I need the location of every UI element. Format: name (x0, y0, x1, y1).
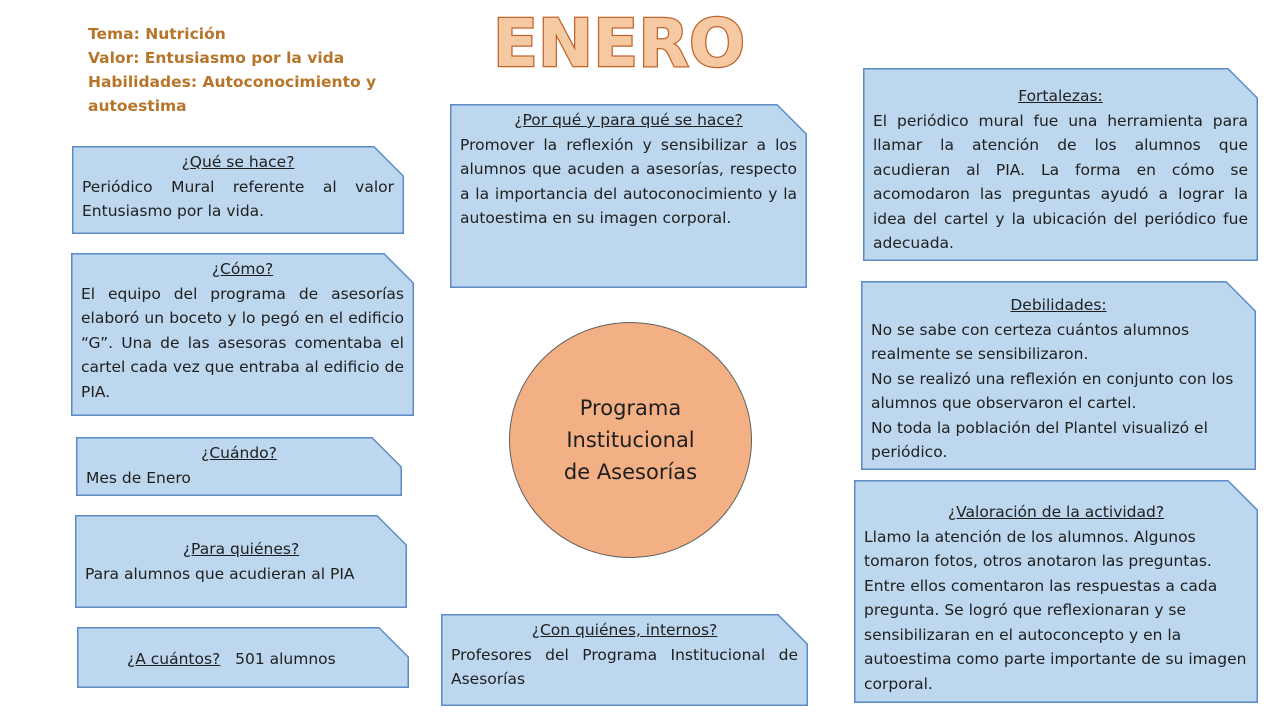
debilidad-item: No se sabe con certeza cuántos alumnos realmente se sensibilizaron. (871, 320, 1190, 363)
card-heading: ¿Con quiénes, internos? (531, 621, 718, 639)
card-con-quienes (441, 614, 808, 706)
card-heading: ¿A cuántos? (127, 650, 221, 668)
card-heading: ¿Valoración de la actividad? (947, 503, 1165, 521)
center-label: Programa Institucional de Asesorías (563, 396, 698, 484)
card-fortalezas (863, 68, 1258, 261)
card-a-cuantos (77, 627, 409, 688)
header-valor: Valor: Entusiasmo por la vida (88, 49, 345, 67)
card-cuando (76, 437, 402, 496)
debilidad-item: No se realizó una reflexión en conjunto con los alumnos que observaron el cartel. (871, 369, 1234, 412)
card-body: Para alumnos que acudieran al PIA (85, 564, 355, 583)
card-heading: ¿Qué se hace? (181, 153, 295, 171)
card-body: El equipo del programa de asesorías elaboró un boceto y lo pegó en el edificio “G”. Una de las asesoras comentaba el cartel cada vez que entraba al edificio de PIA. (81, 284, 404, 401)
card-body: El periódico mural fue una herramienta para llamar la atención de los alumnos que acudieran al PIA. La forma en cómo se acomodaron las preguntas ayudó a lograr la idea del cartel y la ubicación del periódico fue adecuada. (873, 111, 1248, 252)
debilidad-item: No toda la población del Plantel visualizó el periódico. (871, 418, 1208, 461)
card-heading: ¿Cuándo? (201, 444, 277, 462)
card-que-se-hace (72, 146, 404, 234)
card-body: Llamo la atención de los alumnos. Algunos tomaron fotos, otros anotaron las preguntas. Entre ellos comentaron las respuestas a cada pregunta. Se logró que reflexionaran y se sensibilizaran en el autoconcepto y en la autoestima como parte importante de su imagen corporal. (864, 527, 1247, 693)
card-heading: ¿Por qué y para qué se hace? (514, 111, 743, 129)
header-habilidades: Habilidades: Autoconocimiento y autoestima (88, 73, 377, 115)
card-heading: Debilidades: (1010, 296, 1107, 314)
card-body: Profesores del Programa Institucional de Asesorías (451, 645, 798, 688)
card-body: Mes de Enero (86, 468, 191, 487)
card-body: Promover la reflexión y sensibilizar a los alumnos que acuden a asesorías, respecto a la importancia del autoconocimiento y la autoestima en su imagen corporal. (460, 135, 797, 227)
card-heading: ¿Cómo? (211, 260, 274, 278)
center-circle (509, 322, 752, 558)
header-block (88, 22, 388, 118)
title-enero (492, 5, 746, 82)
card-body: 501 alumnos (235, 650, 336, 668)
card-para-quienes (75, 515, 407, 608)
card-como (71, 253, 414, 416)
card-heading: Fortalezas: (1018, 87, 1103, 105)
card-heading: ¿Para quiénes? (182, 540, 300, 558)
title-text: ENERO (492, 5, 746, 82)
card-body: Periódico Mural referente al valor Entusiasmo por la vida. (82, 177, 394, 220)
card-por-que (450, 104, 807, 288)
header-tema: Tema: Nutrición (88, 25, 226, 43)
card-debilidades (861, 281, 1256, 470)
card-valoracion (854, 480, 1258, 703)
